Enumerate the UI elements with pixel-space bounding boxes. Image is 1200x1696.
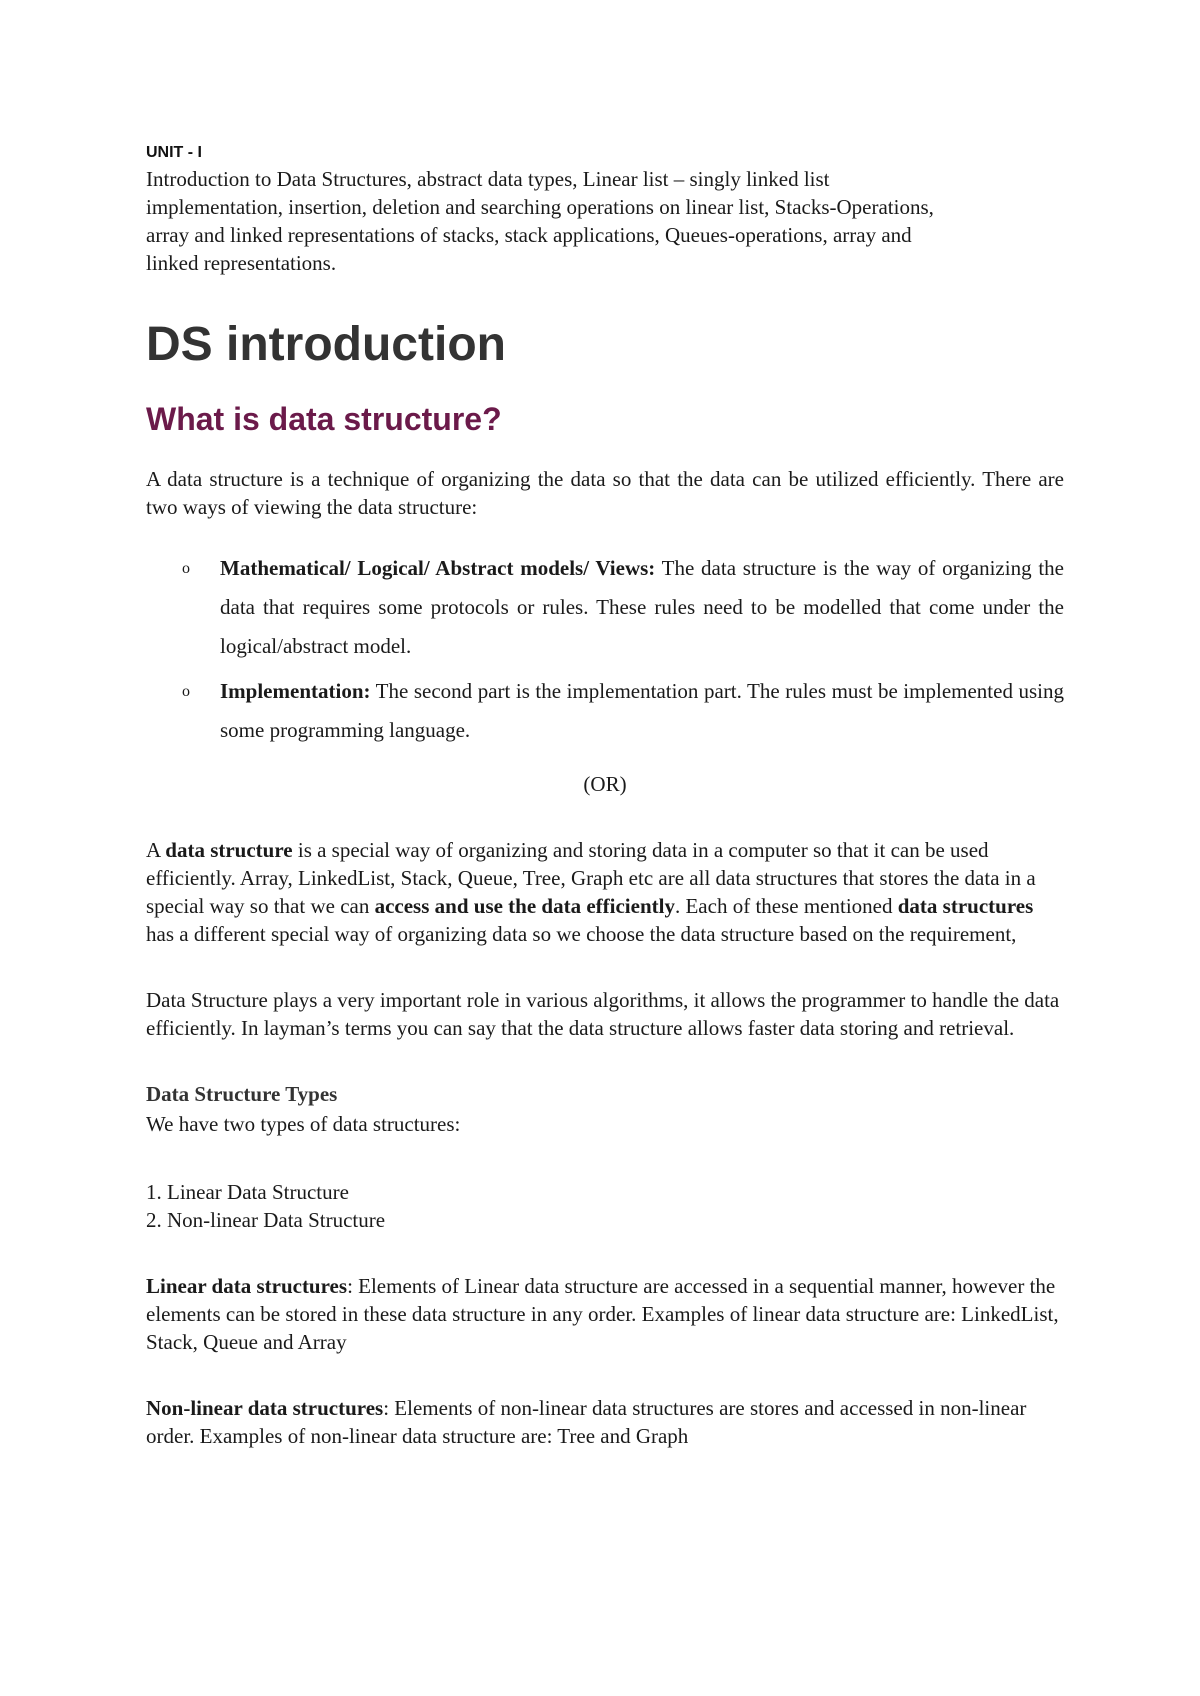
bold-run: access and use the data efficiently (374, 894, 675, 918)
list-item: 1. Linear Data Structure (146, 1180, 349, 1204)
linear-text: : Elements of Linear data structure are accessed in a sequential manner, however the elements can be stored in these data structure in any order. Examples of linear data structure are: LinkedList, Stack, Queue and Array (146, 1274, 1059, 1354)
view-text: The second part is the implementation part. The rules must be implemented using some programming language. (220, 679, 1064, 742)
text-run: is a special way of organizing and storing data in a computer so that it can be used efficiently. Array, LinkedList, Stack, Queue, Tree, Graph etc are all data structures that stores the data in a special way so that we can (146, 838, 1036, 918)
linear-paragraph (146, 1272, 1064, 1356)
bullet-icon: o (182, 683, 190, 700)
nonlinear-term: Non-linear data structures (146, 1396, 384, 1420)
view-text: The data structure is the way of organizing the data that requires some protocols or rules. These rules need to be modelled that come under the logical/abstract model. (220, 556, 1064, 658)
definition-paragraph (146, 836, 1064, 948)
linear-term: Linear data structures (146, 1274, 348, 1298)
list-item: 2. Non-linear Data Structure (146, 1208, 386, 1232)
what-is-heading: What is data structure? (146, 401, 502, 437)
list-item (146, 672, 1064, 750)
views-list (146, 549, 1064, 750)
text-run: . Each of these mentioned (674, 894, 898, 918)
definition-text: A data structure is a technique of organizing the data so that the data can be utilized efficiently. There are two ways of viewing the data structure: (146, 467, 1064, 519)
document-page (146, 143, 1064, 1450)
types-list (146, 1178, 1064, 1234)
or-separator: (OR) (583, 772, 627, 796)
page-title: DS introduction (146, 318, 506, 371)
nonlinear-text: : Elements of non-linear data structures are stores and accessed in non-linear order. Examples of non-linear data structure are: Tree and Graph (146, 1396, 1027, 1448)
nonlinear-paragraph (146, 1394, 1064, 1450)
syllabus-text: Introduction to Data Structures, abstract data types, Linear list – singly linked list implementation, insertion, deletion and searching operations on linear list, Stacks-Operations, array and linked representations of stacks, stack applications, Queues-operations, array and linked representations. (146, 167, 934, 275)
importance-paragraph: Data Structure plays a very important role in various algorithms, it allows the programmer to handle the data efficiently. In layman’s terms you can say that the data structure allows faster data storing and retrieval. (146, 988, 1060, 1040)
view-term: Mathematical/ Logical/ Abstract models/ Views: (220, 556, 656, 580)
types-heading: Data Structure Types (146, 1082, 338, 1106)
unit-label: UNIT - I (146, 144, 202, 161)
bold-run: data structures (897, 894, 1034, 918)
list-item (146, 549, 1064, 666)
bold-run: data structure (165, 838, 293, 862)
types-intro: We have two types of data structures: (146, 1112, 461, 1136)
text-run: A (146, 838, 166, 862)
text-run: has a different special way of organizing data so we choose the data structure based on the requirement, (146, 922, 1017, 946)
bullet-icon: o (182, 560, 190, 577)
view-term: Implementation: (220, 679, 371, 703)
